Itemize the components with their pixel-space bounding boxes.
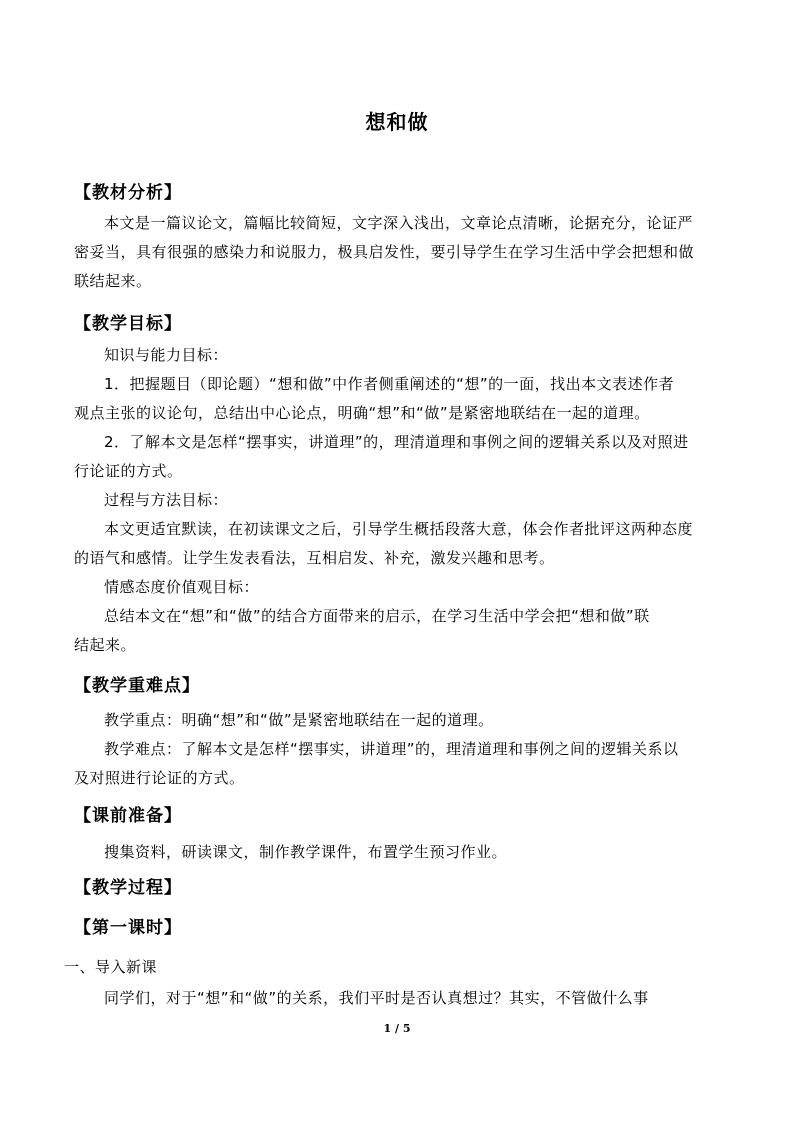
goal-item-2-line-1: 2．了解本文是怎样“摆事实，讲道理”的，理清道理和事例之间的逻辑关系以及对照进 — [104, 433, 689, 451]
difficult-point-line-2: 及对照进行论证的方式。 — [74, 769, 245, 787]
prep-paragraph — [74, 838, 726, 867]
keypoints-paragraph — [74, 706, 726, 793]
analysis-line-3: 联结起来。 — [74, 272, 152, 290]
section-heading-analysis: 【教材分析】 — [74, 183, 182, 203]
process-goal-label: 过程与方法目标： — [104, 491, 229, 509]
goal-item-2-line-2: 行论证的方式。 — [74, 462, 183, 480]
analysis-paragraph — [74, 209, 726, 296]
lesson1-subheading: 一、导入新课 — [64, 958, 158, 976]
key-point-line: 教学重点：明确“想”和“做”是紧密地联结在一起的道理。 — [104, 711, 494, 729]
goal-item-1-line-1: 1．把握题目（即论题）“想和做”中作者侧重阐述的“想”的一面，找出本文表述作者 — [104, 375, 675, 393]
emotion-goal-label: 情感态度价值观目标： — [104, 578, 260, 596]
section-heading-lesson1: 【第一课时】 — [74, 918, 182, 938]
difficult-point-line-1: 教学难点：了解本文是怎样“摆事实，讲道理”的，理清道理和事例之间的逻辑关系以 — [104, 740, 679, 758]
goal-item-1-line-2: 观点主张的议论句，总结出中心论点，明确“想”和“做”是紧密地联结在一起的道理。 — [74, 404, 650, 422]
page-number: 1 / 5 — [383, 1022, 411, 1035]
knowledge-goal-label: 知识与能力目标： — [104, 346, 229, 364]
lesson1-intro-line: 同学们，对于“想”和“做”的关系，我们平时是否认真想过？其实，不管做什么事 — [104, 989, 649, 1007]
prep-line: 搜集资料，研读课文，制作教学课件，布置学生预习作业。 — [104, 843, 508, 861]
process-goal-line-1: 本文更适宜默读，在初读课文之后，引导学生概括段落大意，体会作者批评这两种态度 — [104, 520, 694, 538]
document-title: 想和做 — [365, 110, 429, 134]
section-heading-prep: 【课前准备】 — [74, 806, 182, 826]
analysis-line-2: 密妥当，具有很强的感染力和说服力，极具启发性，要引导学生在学习生活中学会把想和做 — [74, 243, 695, 261]
section-heading-goals: 【教学目标】 — [74, 314, 182, 334]
emotion-goal-line-1: 总结本文在“想”和“做”的结合方面带来的启示，在学习生活中学会把“想和做”联 — [104, 607, 650, 625]
section-heading-keypoints: 【教学重难点】 — [74, 676, 200, 696]
emotion-goal-line-2: 结起来。 — [74, 636, 137, 654]
goals-paragraph — [74, 341, 726, 660]
analysis-line-1: 本文是一篇议论文，篇幅比较简短，文字深入浅出，文章论点清晰，论据充分，论证严 — [104, 214, 694, 232]
process-goal-line-2: 的语气和感情。让学生发表看法，互相启发、补充，激发兴趣和思考。 — [74, 549, 555, 567]
section-heading-process: 【教学过程】 — [74, 878, 182, 898]
